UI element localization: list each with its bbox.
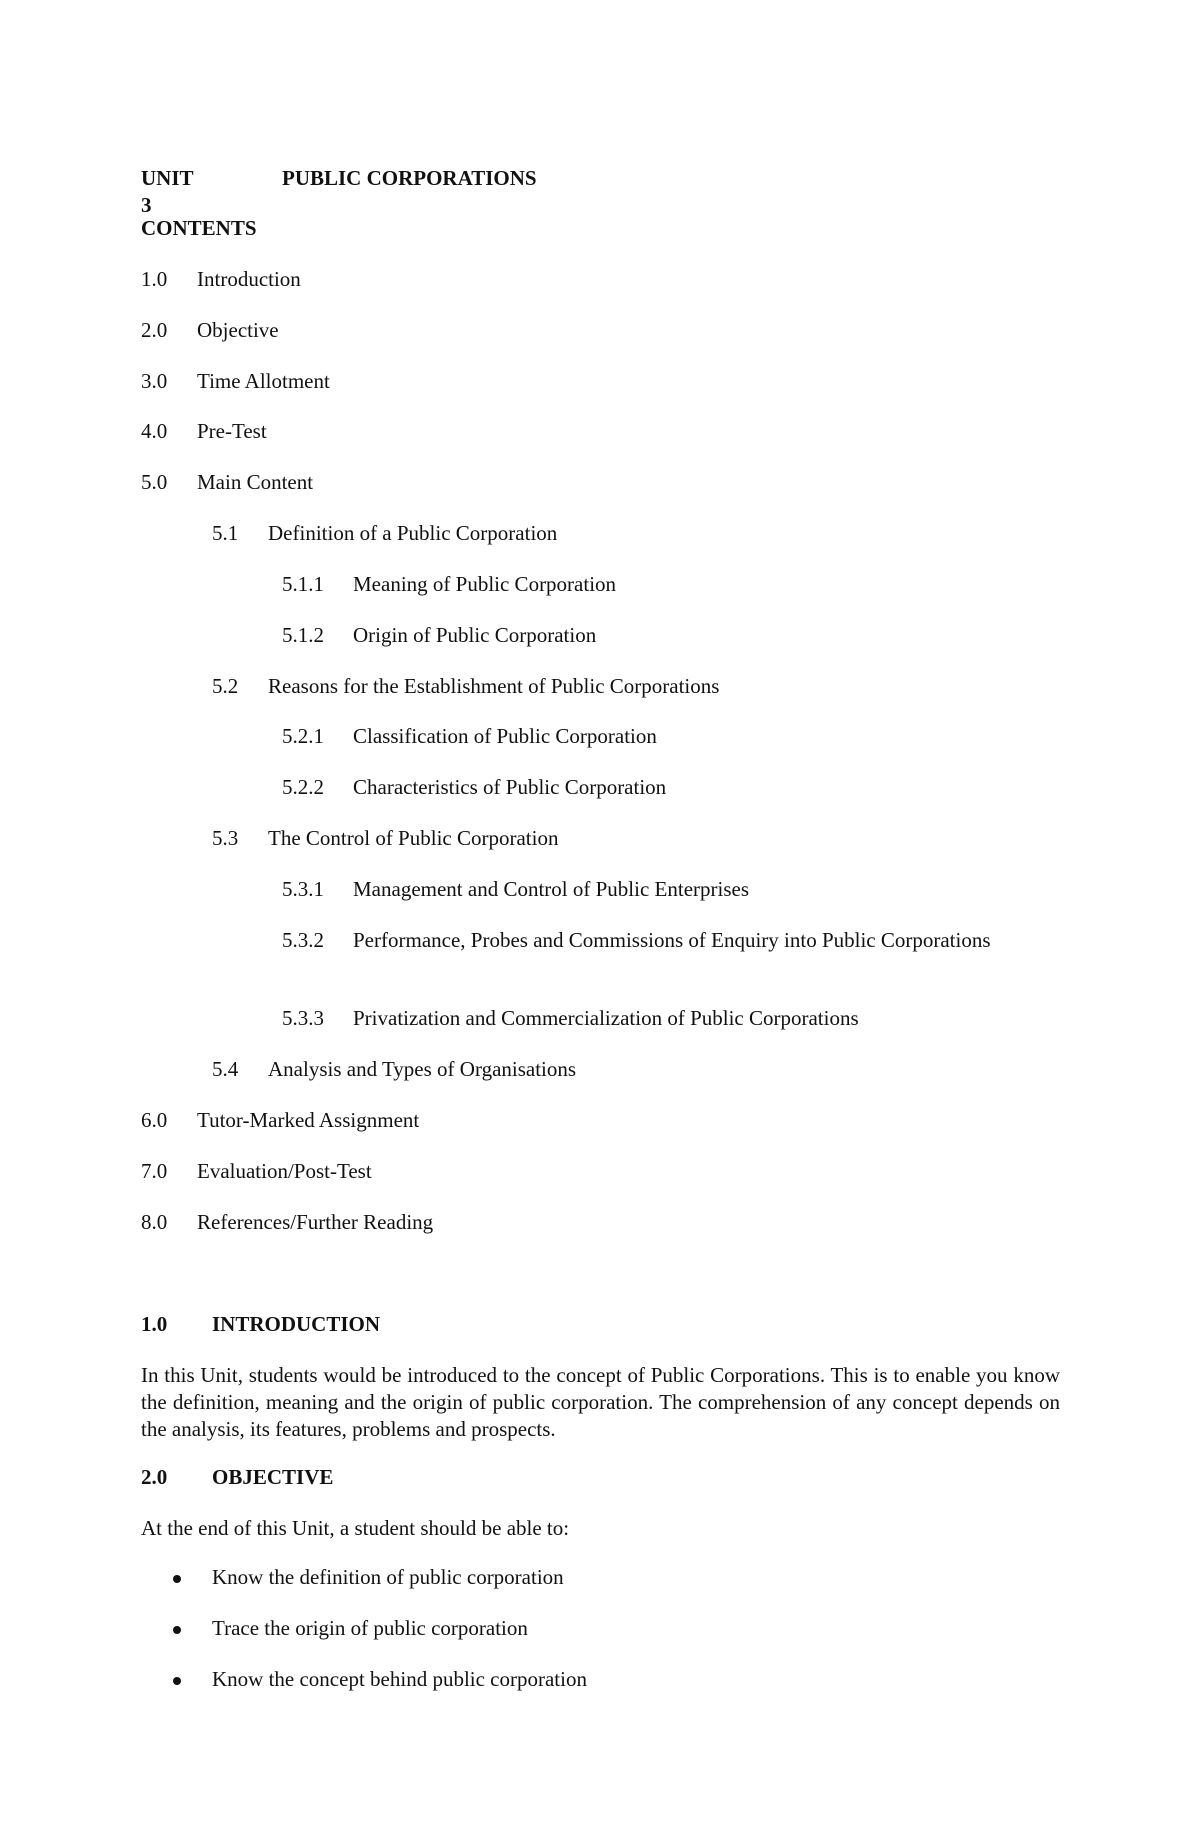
introduction-paragraph: In this Unit, students would be introduced to the concept of Public Corporations. This is to enable you know the definition, meaning and the origin of public corporation. The comprehension of any concept depends on the analysis, its features, problems and prospects. [141,1363,1060,1441]
toc-number: 5.2 [212,674,239,698]
toc-number: 5.1 [212,521,239,545]
toc-label: Objective [197,318,279,342]
toc-number: 5.0 [141,470,168,494]
toc-label: Origin of Public Corporation [353,623,597,647]
toc-label: Definition of a Public Corporation [268,521,558,545]
toc-number: 5.1.1 [282,572,324,596]
toc-number: 2.0 [141,318,168,342]
unit-number: UNIT 3 [141,166,194,217]
bullet-text: Trace the origin of public corporation [212,1616,528,1640]
toc-label-wrapped: Performance, Probes and Commissions of Enquiry into Public Corporations [353,928,991,952]
toc-label: Tutor-Marked Assignment [197,1108,420,1132]
toc-label: Pre-Test [197,419,267,443]
toc-label: Characteristics of Public Corporation [353,775,667,799]
toc-number: 5.2.1 [282,724,324,748]
bullet-icon [173,1626,181,1634]
toc-number: 5.4 [212,1057,239,1081]
objective-lead: At the end of this Unit, a student should be able to: [141,1516,570,1540]
section-title: INTRODUCTION [212,1312,381,1336]
toc-label: Management and Control of Public Enterprises [353,877,749,901]
bullet-text: Know the definition of public corporation [212,1565,564,1589]
toc-number: 7.0 [141,1159,168,1183]
unit-title: PUBLIC CORPORATIONS [282,166,537,190]
toc-number: 5.2.2 [282,775,324,799]
toc-label: The Control of Public Corporation [268,826,559,850]
section-number: 1.0 [141,1312,168,1336]
toc-label: Introduction [197,267,301,291]
toc-label: Privatization and Commercialization of Public Corporations [353,1006,859,1030]
toc-number: 5.3.3 [282,1006,324,1030]
toc-number: 5.3.2 [282,928,324,952]
section-title: OBJECTIVE [212,1465,334,1489]
toc-number: 1.0 [141,267,168,291]
toc-label: Classification of Public Corporation [353,724,657,748]
toc-number: 5.1.2 [282,623,324,647]
bullet-text: Know the concept behind public corporation [212,1667,587,1691]
bullet-icon [173,1575,181,1583]
toc-label: Analysis and Types of Organisations [268,1057,577,1081]
toc-label: Main Content [197,470,314,494]
toc-label: Reasons for the Establishment of Public Corporations [268,674,720,698]
toc-number: 4.0 [141,419,168,443]
toc-number: 8.0 [141,1210,168,1234]
toc-label: References/Further Reading [197,1210,434,1234]
toc-number: 6.0 [141,1108,168,1132]
toc-label: Time Allotment [197,369,330,393]
toc-label: Evaluation/Post-Test [197,1159,372,1183]
toc-number: 5.3 [212,826,239,850]
bullet-icon [173,1677,181,1685]
toc-number: 3.0 [141,369,168,393]
toc-number: 5.3.1 [282,877,324,901]
toc-label: Meaning of Public Corporation [353,572,617,596]
section-number: 2.0 [141,1465,168,1489]
contents-heading: CONTENTS [141,216,257,240]
